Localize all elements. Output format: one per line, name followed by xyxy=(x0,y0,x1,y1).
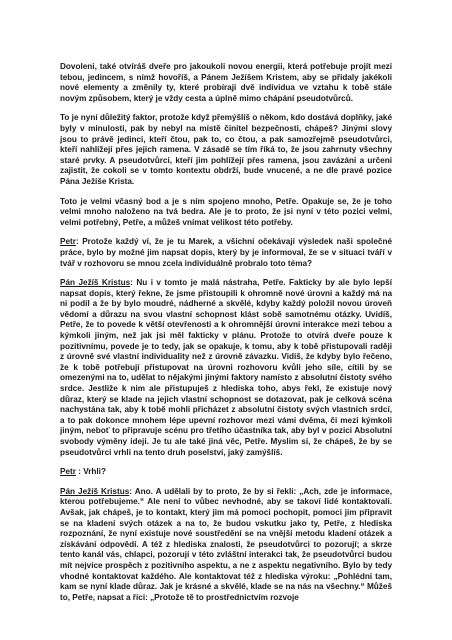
paragraph-text: : Ano. A udělali by to proto, že by si řekli: „Ach, zde je informace, kterou potřebujeme.“ Ale není to vůbec nevhodné, aby se takoví lidé kontaktovali. Avšak, jak chápeš, je to kontakt, který jim má pomoci pochopit, pomoci jim připravit se na kladení svých otázek a na to, že budou vskutku jako ty, Petře, z hlediska rozpoznání, že nyní existuje nové soustředění se na vnější metodu kladení otázek a získávání odpovědí. A též z hlediska znalosti, že pseudotvůrci to pozorují; a skrze tento kanál vás, chlapci, pozorují v této zvláštní interakci tak, že pseudotvůrci budou mít nejvíce prospěch z pozitivního aspektu, a ne z aspektu negativního. Bylo by tedy vhodné kontaktovat každého. Ale kontaktovat též z hlediska výroku: „Pohlédni tam, kam se nyní klade důraz. Jak je krásné a skvělé, klade se na nás na všechny.“ Můžeš to, Petře, napsat a říci: „Protože tě to prostřednictvím rozvoje xyxy=(60,486,392,602)
paragraph-1 xyxy=(60,62,392,104)
paragraph-text: : Protože každý ví, že je tu Marek, a všichni očekávají výsledek naši společné práce, bylo by možné jim napsat dopis, který by je informoval, že se v situaci tváří v tvář v rozhovoru se mnou zcela individuálně probralo toto téma? xyxy=(60,237,392,268)
paragraph-text: : Vrhli? xyxy=(75,467,106,477)
paragraph-text: : Nu i v tomto je malá nástraha, Petře. Fakticky by ale bylo lepší napsat dopis, který řekne, že jsme přistoupili k ohromně nové úrovni a každý má na ni podíl a že by bylo moudré, nádherné a skvělé, kdyby každý položil novou úroveň vědomí a důrazu na svou vlastní schopnost klást sobě samotnému otázky. Uvidíš, Petře, že to povede k větší otevřenosti a k ohromnější úrovni interakce mezi tebou a kýmkoli jiným, než jak jsi měl fakticky v plánu. Protože to otvírá dveře pouze k pozitivnímu, povede je to tedy, jak se opakuje, k tomu, aby k tobě přistupovali raději z úrovně své vlastní individuality než z úrovně závazku. Vidíš, že kdyby bylo řečeno, že k tobě potřebují přistupovat na úrovni rozhovoru kvůli jeho síle, cítili by se omezenými na to, udělat to nějakými jinými faktory namísto z absolutní čistoty svého srdce. Jestliže k nim ale přistupuješ z hlediska toho, abys řekl, že existuje nový důraz, který se klade na jejich vlastní schopnost se dotazovat, pak je celková scéna nachystána tak, aby k tobě mohli přicházet z absolutní čistoty svých vlastních srdcí, a to pak dokonce mnohem lépe upevní rozhovor mezi vámi dvěma, či mezi kýmkoli jiným, neboť to připravuje scénu pro třetího účastníka tak, aby byl v pozici Absolutní svobody výměny ideji. Je tu ale také jiná věc, Petře. Myslim si, že chápeš, že by se pseudotvůrci vrhli na tento druh poselství, jaký zamýšlíš. xyxy=(60,278,392,457)
speaker-name: Petr xyxy=(60,467,76,477)
speaker-name: Pán Ježíš Kristus xyxy=(60,486,130,496)
paragraph-3 xyxy=(60,197,392,229)
paragraph-2 xyxy=(60,113,392,187)
speaker-name: Pán Ježíš Kristus xyxy=(60,278,131,288)
paragraph-5 xyxy=(60,278,392,458)
paragraph-text: Toto je velmi včasný bod a je s ním spojeno mnoho, Petře. Opakuje se, že je toho velmi mnoho naloženo na tvá bedra. Ale je to proto, že jsi nyní v této pozici velmi, velmi potřebný, Petře, a můžeš vnímat velikost této potřeby. xyxy=(60,196,392,227)
paragraph-text: Dovoleni, také otvíráš dveře pro jakoukoli novou energii, která potřebuje projít mezi tebou, jedincem, s nímž hovoříš, a Pánem Ježíšem Kristem, aby se přidaly jakékoli nové elementy a změnily ty, které probíraji dvě individua ve vztahu k tobě stále novým způsobem, který je vždy cesta a úplně mimo chápání pseudotvůrců. xyxy=(60,62,392,103)
paragraph-7 xyxy=(60,487,392,604)
paragraph-text: To je nyní důležitý faktor, protože když přemýšlíš o někom, kdo dostává doplňky, jaké byly v minulosti, pak by nebyl na místě činitel bezpečnosti, chápeš? Jinými slovy jsou to právě jedinci, kteří čtou, pak to, co čtou, a pak samozřejmě pseudotvůrci, kteří nahlížejí přes jejich ramena. V zásadě se tím říká to, že jsou zahrnuty všechny staré prvky. A pseudotvůrci, kteří jim pohlížejí přes ramena, jsou zavázáni a určeni zajistit, že cokoli se v tomto kontextu obdrží, bude vnucené, a ne dle pravé pozice Pána Ježíše Krista. xyxy=(60,113,392,186)
speaker-name: Petr xyxy=(60,237,76,247)
paragraph-4 xyxy=(60,237,392,269)
paragraph-6 xyxy=(60,467,392,478)
